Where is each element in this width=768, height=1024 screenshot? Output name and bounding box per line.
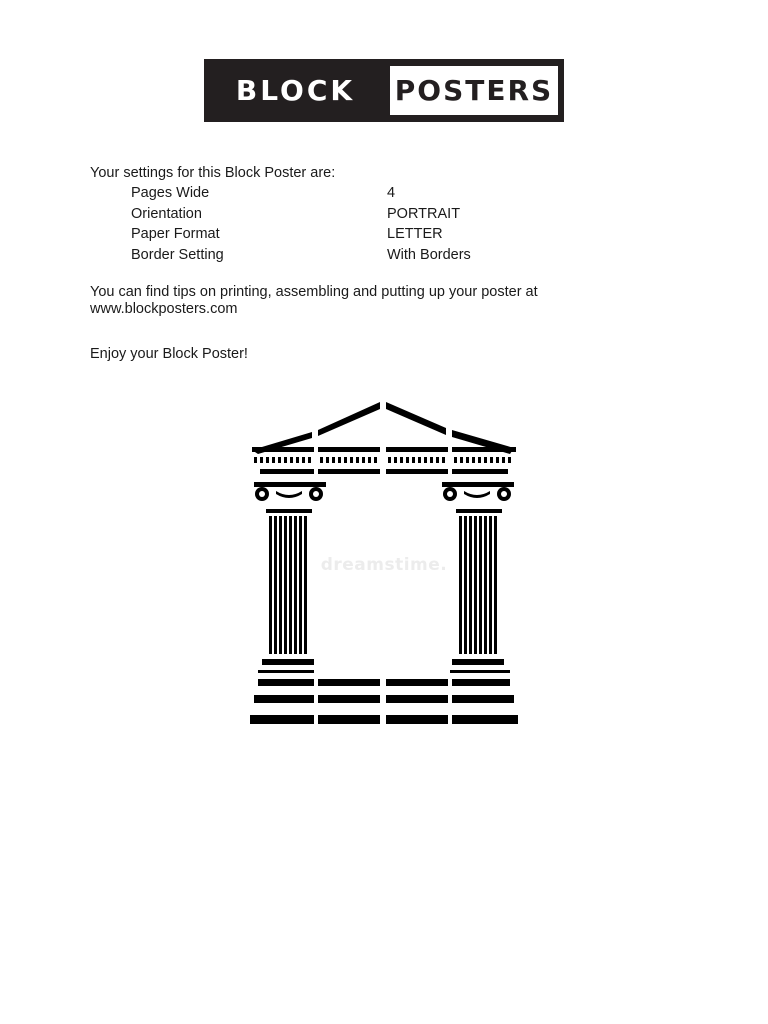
- settings-intro: Your settings for this Block Poster are:: [90, 165, 336, 181]
- settings-row: [131, 185, 551, 206]
- temple-columns-illustration: [248, 398, 520, 728]
- settings-row: [131, 226, 551, 247]
- setting-label: Paper Format: [131, 226, 220, 243]
- blockposters-logo: [204, 59, 564, 122]
- setting-label: Border Setting: [131, 247, 224, 264]
- settings-list: [131, 185, 551, 268]
- enjoy-text: Enjoy your Block Poster!: [90, 346, 248, 362]
- logo-word-block: BLOCK: [235, 74, 356, 107]
- settings-row: [131, 247, 551, 268]
- setting-label: Orientation: [131, 205, 202, 222]
- setting-label: Pages Wide: [131, 185, 210, 201]
- setting-value: PORTRAIT: [387, 205, 461, 222]
- settings-row: [131, 206, 551, 227]
- tips-text: You can find tips on printing, assembling and putting up your poster at www.blockposters.com: [90, 284, 538, 317]
- setting-value: 4: [387, 185, 396, 201]
- setting-value: LETTER: [387, 226, 443, 243]
- setting-value: With Borders: [387, 247, 471, 264]
- watermark-text: dreamstime.: [320, 555, 448, 575]
- logo-word-posters: POSTERS: [390, 66, 558, 115]
